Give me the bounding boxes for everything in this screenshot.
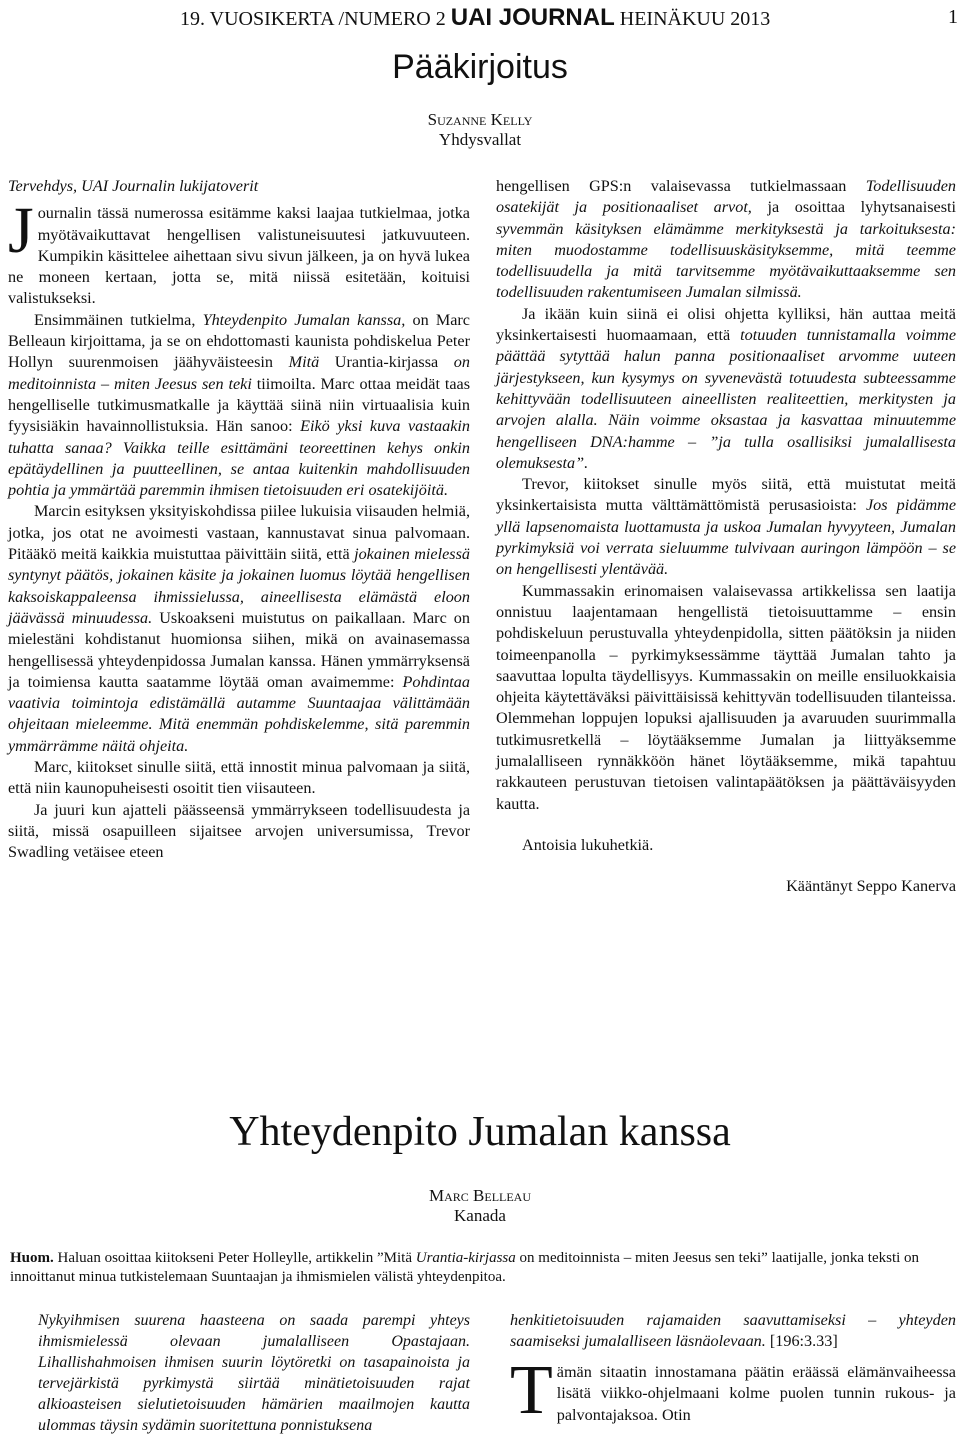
byline (0, 110, 960, 150)
author-note: Huom. Haluan osoittaa kiitokseni Peter Holleylle, artikkelin ”Mitä Urantia-kirjassa on meditoinnista – miten Jeesus sen teki” laatijalle, jonka teksti on innoittanut minua tutkistelemaan Suuntaajan ja ihmismielen välistä yhteydenpitoa. (10, 1250, 920, 1285)
page-header (180, 4, 960, 32)
paragraph (8, 194, 470, 309)
issue-info: 19. VUOSIKERTA /NUMERO 2 (180, 8, 446, 30)
paragraph: Trevor, kiitokset sinulle myös siitä, että muistutat meitä yksinkertaisista mutta välttämättömistä perusasioista: Jos pidämme yllä lapsenomaista luottamusta ja uskoa Jumalan hyvyyteen, Jumalan pyrkimyksiä voi verrata sieluumme tulvivaan auringon lämpöön – se on hengellisesti ylentävää. (496, 475, 957, 579)
note-label: Huom. (10, 1250, 54, 1266)
paragraph: Marcin esityksen yksityiskohdissa piilee lukuisia viisauden helmiä, jotka, jos otat ne avoimesti vastaan, kannustavat sinua palvomaan. Pitääkö meitä kaikkia muistuttaa päivittäin siitä, että jokainen mielessä syntynyt päätös, jokainen käsite ja jokainen luomus löytää hengellisen kaksoiskappaleensa ihmissielussa, aineellisesta elämästä eloon jäävässä minuudessa. Uskoakseni muistutus on paikallaan. Marc on mielestäni kohdistanut huomionsa siihen, mikä on avainasemassa hengellisessä yhteydenpidossa Jumalan kanssa. Hänen ymmärryksensä ja toimiensa kautta saatamme löytää oman avaimemme: Pohdintaa vaativia toimintoja edistämällä autamme Suuntaajaa välittämään ohjeitaan mieleemme. Mitä enemmän pohdiskelemme, sitä paremmin ymmärrämme näitä ohjeita. (8, 502, 470, 755)
article-title: Yhteydenpito Jumalan kanssa (229, 1109, 731, 1155)
paragraph (510, 1352, 956, 1429)
paragraph-text: ämän sitaatin innostamana päätin eräässä elämänvaiheessa lisätä viikko-ohjelmaani kolme puolen tunnin rukous- ja palvontajaksoa. Otin (556, 1363, 956, 1424)
paragraph: Kummassakin erinomaisen valaisevassa artikkelissa sen laatija onnistuu laajentamaan hengellistä tietoisuuttamme – ensin pohdiskeluun perustuvalla yhteydenpidolla, sitten päätöksin ja niiden toimeenpanolla – pyrkimyksessämme täyttää Jumalan tahto ja saavuttaa lopulta täydellisyys. Kummassakin on meille ensiluokkaisia ohjeita käytettäväksi päivittäisissä kehittyvän todellisuuden tilanteissa. Olemmehan loppujen lopuksi ajallisuuden ja avaruuden suurimmalla tutkimusretkellä – löytääksemme Jumalan ja liittyäksemme jumalalliseen rynnäkköön hänet löytääksemme, mikä tapahtuu rakkauteen perustuvan tietoisen valintapäätöksen ja päättäväisyyden kautta. (496, 581, 956, 813)
paragraph: hengellisen GPS:n valaisevassa tutkielmassaan Todellisuuden osatekijät ja positionaaliset arvot, ja osoittaa lyhytsanaisesti syvemmän käsityksen elämämme merkityksestä ja tarkoituksesta: miten muodostamme todellisuuskäsityksemme, mitä teemme todellisuudella ja mitä tarvitsemme myötävaikuttaaksemme sen todellisuuden rakentumiseen Jumalan silmissä. (496, 177, 956, 302)
paragraph-text: ournalin tässä numerossa esitämme kaksi laajaa tutkielmaa, jotka myötävaikuttavat hengellisen valistuneisuutesi jatkuvuuteen. Kumpikin käsittelee aihettaan sivu sivun jälkeen, ja on hyvä lukea ne moneen kertaan, jotta se, mitä niissä esitetään, koituisi valistukseksi. (8, 204, 470, 308)
left-column (8, 176, 470, 864)
paragraph: Ja juuri kun ajatteli päässeensä ymmärrykseen todellisuudesta ja siitä, missä osapuilleen sijaitsee arvojen universumissa, Trevor Swadling vetäisee eteen (8, 800, 470, 862)
page-number: 1 (948, 6, 958, 28)
paragraph: Ja ikään kuin siinä ei olisi ohjetta kylliksi, hän auttaa meitä yksinkertaisesti huomaamaan, että totuuden tunnistamalla voimme päättää sytyttää halun panna positionaaliset arvomme uuteen järjestykseen, kun kysymys on syvenevästä totuudesta subteessamme kehittyvään todellisuuteen aineellisten realiteettien, merkitysten ja arvojen alalla. Näin voimme oksastaa ja kasvattaa minuutemme hengelliseen DNA:hamme – ”ja tulla osallisiksi jumalallisesta olemuksesta”. (496, 304, 957, 472)
greeting: Tervehdys, UAI Journalin lukijatoverit (8, 177, 259, 195)
drop-cap: J (8, 194, 34, 268)
intro-quote-right: henkitietoisuuden rajamaiden saavuttamiseksi – yhteyden saamiseksi jumalalliseen läsnäolevaan. [196:3.33] Tämän sitaatin innostamana päätin eräässä elämänvaiheessa lisätä viikko-ohjelmaani kolme puolen tunnin rukous- ja palvontajaksoa. Otin (510, 1311, 956, 1429)
byline (0, 1186, 960, 1226)
paragraph: Marc, kiitokset sinulle siitä, että innostit minua palvomaan ja siitä, että niin kaunopuheisesti osoitit tien viisauteen. (8, 758, 470, 798)
article-title: Pääkirjoitus (392, 48, 568, 86)
journal-name: UAI JOURNAL (450, 4, 615, 31)
intro-quote-left: Nykyihmisen suurena haasteena on saada parempi yhteys ihmismielessä olevaan jumalalliseen Opastajaan. Lihallishahmoisen ihmisen suurin löytöretki on tasapainoista ja tervejärkistä pyrkimystä siirtää minätietoisuuden rajat alkioasteisen sielutietoisuuden hämärien maailmojen kautta ulommas täysin sydämin suoritettuna ponnistuksena (38, 1312, 470, 1434)
author-name: Marc Belleau (428, 1186, 532, 1205)
issue-date: HEINÄKUU 2013 (619, 8, 771, 30)
quote-reference: [196:3.33] (765, 1332, 838, 1350)
author-country: Kanada (454, 1206, 506, 1225)
author-country: Yhdysvallat (438, 130, 522, 149)
drop-cap: T (510, 1352, 553, 1429)
translator-credit: Kääntänyt Seppo Kanerva (786, 877, 956, 896)
closing: Antoisia lukuhetkiä. (522, 835, 654, 854)
author-name: Suzanne Kelly (427, 110, 533, 129)
right-column (496, 176, 956, 898)
paragraph: Ensimmäinen tutkielma, Yhteydenpito Jumalan kanssa, on Marc Belleaun kirjoittama, ja se on ehdottomasti kaunista pohdiskelua Peter Hollyn suurenmoisen jäähyväisteesin Mitä Urantia-kirjassa on meditoinnista – miten Jeesus sen teki tiimoilta. Marc ottaa meidät taas hengelliselle tutkimusmatkalle ja käyttää siinä niin virtuaalisia kuin fyysisiäkin havainnollistuksia. Hän sanoo: Eikö yksi kuva vastaakin tuhatta sanaa? Vaikka teille esittämäni teoreettinen kehys onkin epätäydellinen ja puutteellinen, se antaa kuitenkin mahdollisuuden pohtia ja ymmärtää paremmin ihmisen tietoisuuden eri osatekijöitä. (8, 310, 470, 500)
